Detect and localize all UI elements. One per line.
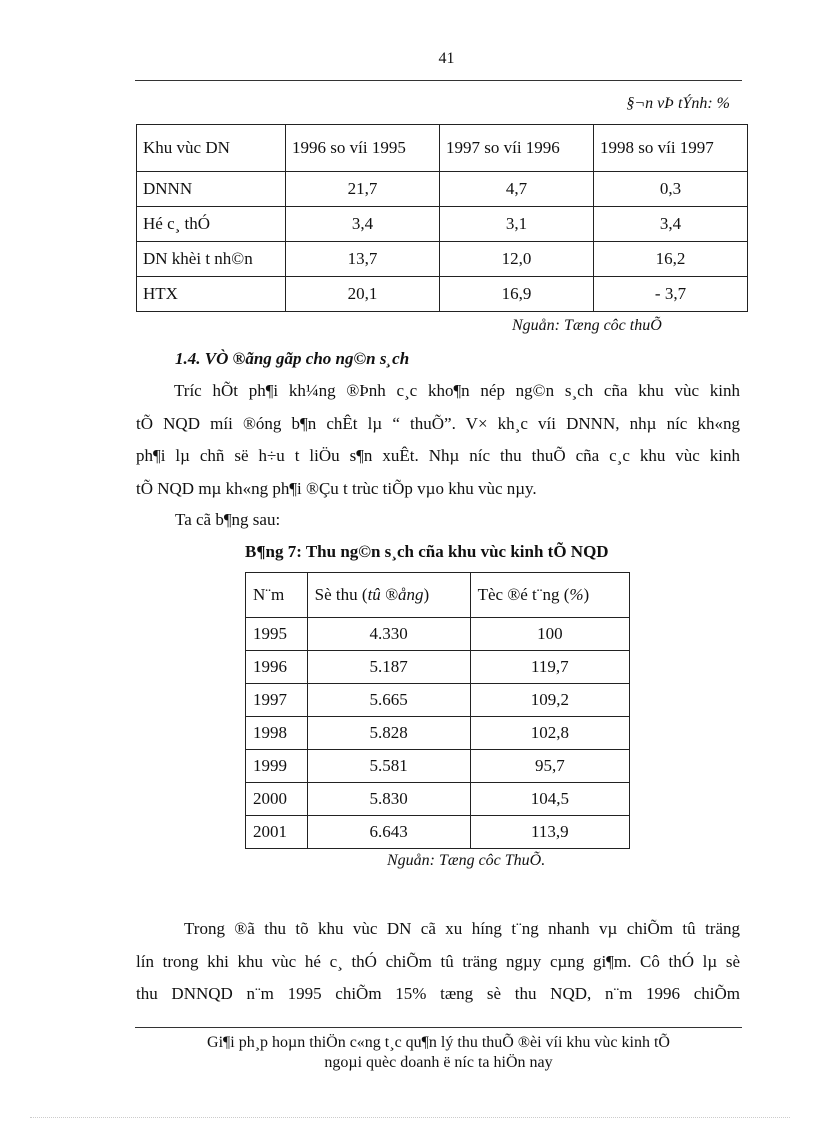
table2-caption: B¶ng 7: Thu ng©n s¸ch cña khu vùc kinh tÕ NQD (245, 542, 609, 561)
table-cell: 0,3 (593, 172, 747, 207)
table-cell: 113,9 (470, 816, 629, 849)
table-cell: Hé c¸ thÓ (137, 207, 286, 242)
paragraph-line: Tríc hÕt ph¶i kh¼ng ®Þnh c¸c kho¶n nép ng©n s¸ch cña khu vùc kinh (174, 381, 740, 400)
header-text: ) (423, 585, 430, 604)
table-row (246, 816, 630, 849)
table-cell: 4,7 (440, 172, 594, 207)
table-cell: 3,4 (286, 207, 440, 242)
table-cell: 5.581 (307, 750, 470, 783)
footer-line: ngoµi quèc doanh ë níc ta hiÖn nay (324, 1054, 553, 1071)
table-row (246, 651, 630, 684)
header-text: Tèc ®é t¨ng ( (477, 585, 570, 604)
table-cell: DNNN (137, 172, 286, 207)
paragraph-line: lín trong khi khu vùc hé c¸ thÓ chiÕm tû träng ngµy cµng gi¶m. Cô thÓ lµ sè (136, 951, 740, 971)
table-cell: 21,7 (286, 172, 440, 207)
table-row (137, 277, 748, 312)
paragraph-line: tÕ NQD míi ®óng b¶n chÊt lµ “ thuÕ”. V× kh¸c víi DNNN, nhµ níc kh«ng (136, 413, 740, 433)
section-heading: 1.4. VÒ ®ãng gãp cho ng©n s¸ch (175, 349, 410, 368)
table-cell: 1999 (246, 750, 308, 783)
table-row (246, 783, 630, 816)
table-row (137, 242, 748, 277)
body-paragraph-short: Ta cã b¶ng sau: (175, 510, 281, 529)
table-row (246, 717, 630, 750)
table-header-row (137, 125, 748, 172)
header-unit: tû ®ång (367, 585, 424, 604)
growth-by-sector-table (136, 124, 748, 312)
body-paragraph (136, 375, 740, 505)
table-header-cell (470, 573, 629, 618)
table-cell: 95,7 (470, 750, 629, 783)
table-cell: 5.665 (307, 684, 470, 717)
table-header-cell: N¨m (246, 573, 308, 618)
table-cell: 2000 (246, 783, 308, 816)
table-cell: 5.830 (307, 783, 470, 816)
table-header-row (246, 573, 630, 618)
table-cell: 104,5 (470, 783, 629, 816)
table-cell: 20,1 (286, 277, 440, 312)
page-edge-dots (30, 1117, 790, 1118)
table-cell: 1998 (246, 717, 308, 750)
table-cell: 3,1 (440, 207, 594, 242)
footer-rule (135, 1027, 742, 1028)
header-text: Sè thu ( (314, 585, 368, 604)
table-header-cell (307, 573, 470, 618)
table-cell: 5.828 (307, 717, 470, 750)
table-row (246, 618, 630, 651)
table-cell: 1997 (246, 684, 308, 717)
table-row (137, 207, 748, 242)
table-row (246, 684, 630, 717)
table-cell: 1995 (246, 618, 308, 651)
budget-revenue-table (245, 572, 630, 849)
table-row (246, 750, 630, 783)
table-row (137, 172, 748, 207)
table-cell: 4.330 (307, 618, 470, 651)
table-cell: 16,2 (593, 242, 747, 277)
table-cell: DN khèi t nh©n (137, 242, 286, 277)
header-rule (135, 80, 742, 81)
paragraph-line: Trong ®ã thu tõ khu vùc DN cã xu híng t¨ng nhanh vµ chiÕm tû träng (184, 919, 740, 938)
paragraph-line: ph¶i lµ chñ së h÷u t liÖu s¶n xuÊt. Nhµ níc thu thuÕ cña c¸c khu vùc kinh (136, 446, 740, 465)
table-header-cell: 1996 so víi 1995 (286, 125, 440, 172)
table-cell: HTX (137, 277, 286, 312)
table-header-cell: Khu vùc DN (137, 125, 286, 172)
table-cell: 109,2 (470, 684, 629, 717)
body-paragraph (136, 913, 740, 1011)
footer-line: Gi¶i ph¸p hoµn thiÖn c«ng t¸c qu¶n lý thu thuÕ ®èi víi khu vùc kinh tÕ (207, 1034, 670, 1051)
table-header-cell: 1997 so víi 1996 (440, 125, 594, 172)
paragraph-line: thu DNNQD n¨m 1995 chiÕm 15% tæng sè thu NQD, n¨m 1996 chiÕm (136, 984, 740, 1003)
table-cell: 1996 (246, 651, 308, 684)
table-cell: 13,7 (286, 242, 440, 277)
paragraph-line: tÕ NQD mµ kh«ng ph¶i ®Çu t trùc tiÕp vµo khu vùc nµy. (136, 478, 537, 498)
table-cell: 119,7 (470, 651, 629, 684)
header-unit: % (569, 585, 584, 604)
table2-source-note: Nguån: Tæng côc ThuÕ. (387, 852, 546, 869)
table-cell: 5.187 (307, 651, 470, 684)
table-cell: 2001 (246, 816, 308, 849)
table-cell: 6.643 (307, 816, 470, 849)
table-cell: 102,8 (470, 717, 629, 750)
table1-source-note: Nguån: Tæng côc thuÕ (512, 317, 662, 334)
table-cell: 3,4 (593, 207, 747, 242)
header-text: ) (583, 585, 590, 604)
table-cell: 16,9 (440, 277, 594, 312)
table-cell: - 3,7 (593, 277, 747, 312)
unit-note: §¬n vÞ tÝnh: % (626, 95, 730, 112)
page-number: 41 (438, 50, 455, 67)
table-cell: 12,0 (440, 242, 594, 277)
table-cell: 100 (470, 618, 629, 651)
page-footer (135, 1033, 742, 1073)
table-header-cell: 1998 so víi 1997 (593, 125, 747, 172)
